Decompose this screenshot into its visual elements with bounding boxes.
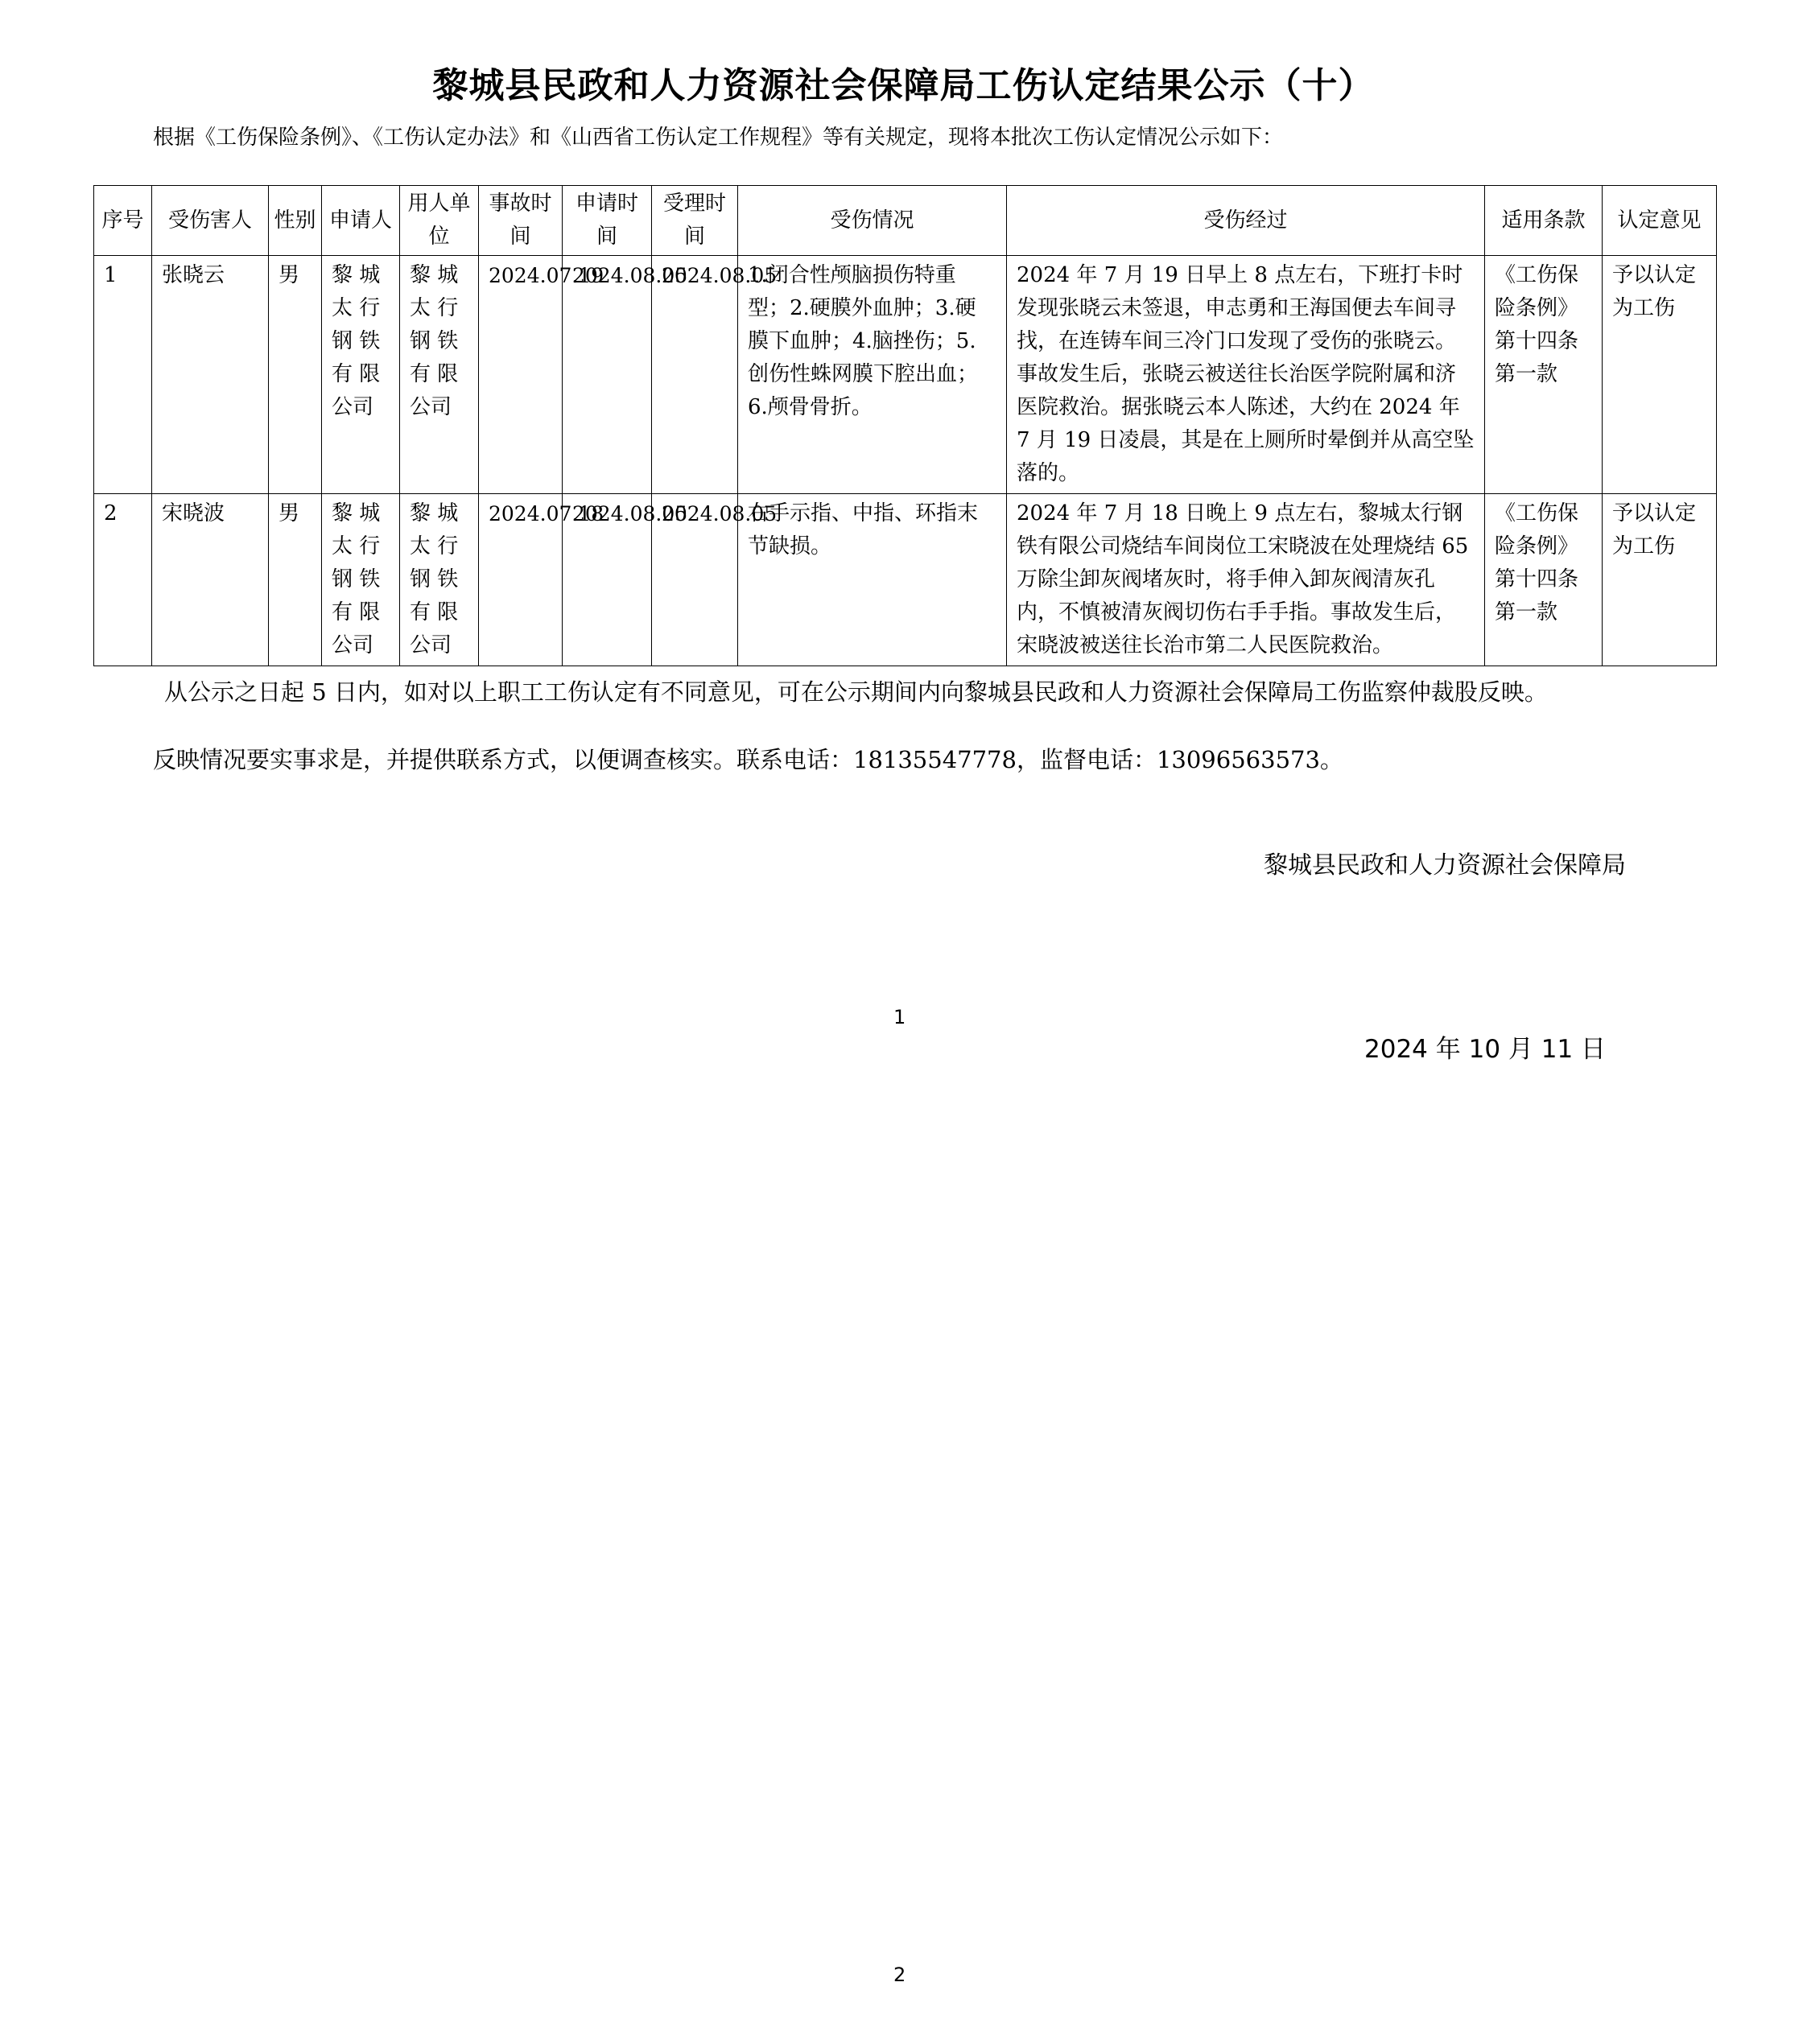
header-injury: 受伤情况 [738,186,1007,256]
cell-applicant: 黎 城 太 行 钢 铁 有 限 公司 [322,256,400,494]
header-apply-date: 申请时间 [563,186,652,256]
cell-clause: 《工伤保险条例》第十四条第一款 [1485,494,1603,666]
table-row [94,256,1717,494]
cell-gender: 男 [269,494,322,666]
cell-accident-date: 2024.07.18 [479,494,563,666]
table-header-row [94,186,1717,256]
cell-victim: 张晓云 [152,256,269,494]
cell-apply-date: 2024.08.05 [563,256,652,494]
header-clause: 适用条款 [1485,186,1603,256]
cell-process: 2024 年 7 月 19 日早上 8 点左右，下班打卡时发现张晓云未签退，申志勇和王海国便去车间寻找，在连铸车间三冷门口发现了受伤的张晓云。事故发生后，张晓云被送往长治医学院附属和济医院救治。据张晓云本人陈述，大约在 2024 年 7 月 19 日凌晨，其是在上厕所时晕倒并从高空坠落的。 [1007,256,1485,494]
cell-accept-date: 2024.08.05 [652,256,738,494]
page-title: 黎城县民政和人力资源社会保障局工伤认定结果公示（十） [432,65,1375,106]
cell-clause: 《工伤保险条例》第十四条第一款 [1485,256,1603,494]
header-gender: 性别 [269,186,322,256]
issue-date: 2024 年 10 月 11 日 [1364,1035,1607,1064]
issuer-signature: 黎城县民政和人力资源社会保障局 [1264,851,1626,880]
cell-applicant: 黎 城 太 行 钢 铁 有 限 公司 [322,494,400,666]
header-employer: 用人单位 [400,186,479,256]
cell-accept-date: 2024.08.05 [652,494,738,666]
page-number-2: 2 [893,1964,906,1986]
cell-process: 2024 年 7 月 18 日晚上 9 点左右，黎城太行钢铁有限公司烧结车间岗位工宋晓波在处理烧结 65 万除尘卸灰阀堵灰时，将手伸入卸灰阀清灰孔内，不慎被清灰阀切伤右手手指。事故发生后，宋晓波被送往长治市第二人民医院救治。 [1007,494,1485,666]
cell-accident-date: 2024.07.19 [479,256,563,494]
injury-table [93,185,1717,666]
objection-note: 从公示之日起 5 日内，如对以上职工工伤认定有不同意见，可在公示期间内向黎城县民政和人力资源社会保障局工伤监察仲裁股反映。 [164,678,1548,706]
table-row [94,494,1717,666]
page-number-1: 1 [893,1006,906,1028]
intro-text: 根据《工伤保险条例》、《工伤认定办法》和《山西省工伤认定工作规程》等有关规定，现将本批次工伤认定情况公示如下： [153,126,1284,150]
cell-employer: 黎 城 太 行 钢 铁 有 限 公司 [400,256,479,494]
cell-no: 2 [94,494,152,666]
contact-note: 反映情况要实事求是，并提供联系方式，以便调查核实。联系电话：18135547778，监督电话：13096563573。 [153,746,1343,773]
cell-employer: 黎 城 太 行 钢 铁 有 限 公司 [400,494,479,666]
header-process: 受伤经过 [1007,186,1485,256]
cell-apply-date: 2024.08.05 [563,494,652,666]
header-accept-date: 受理时间 [652,186,738,256]
header-victim: 受伤害人 [152,186,269,256]
cell-injury: 右手示指、中指、环指末节缺损。 [738,494,1007,666]
cell-victim: 宋晓波 [152,494,269,666]
header-accident-date: 事故时间 [479,186,563,256]
header-opinion: 认定意见 [1603,186,1717,256]
cell-gender: 男 [269,256,322,494]
cell-opinion: 予以认定为工伤 [1603,256,1717,494]
header-no: 序号 [94,186,152,256]
cell-opinion: 予以认定为工伤 [1603,494,1717,666]
cell-no: 1 [94,256,152,494]
cell-injury: 1.闭合性颅脑损伤特重型；2.硬膜外血肿；3.硬膜下血肿；4.脑挫伤；5.创伤性蛛网膜下腔出血；6.颅骨骨折。 [738,256,1007,494]
header-applicant: 申请人 [322,186,400,256]
